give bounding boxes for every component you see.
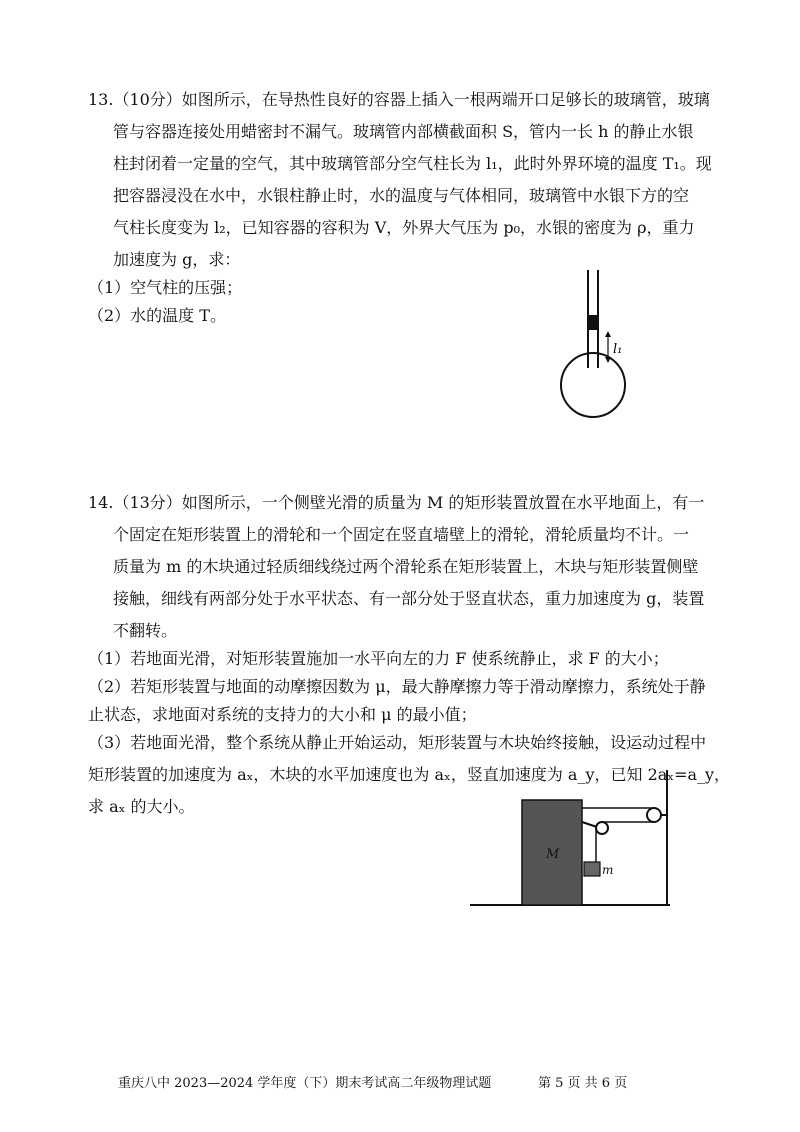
device-pulley xyxy=(596,822,608,834)
q14-sub-3-end: 求 aₓ 的大小。 xyxy=(88,797,195,816)
m-label: m xyxy=(602,863,614,877)
q14-line-2: 个固定在矩形装置上的滑轮和一个固定在竖直墙壁上的滑轮，滑轮质量均不计。一 xyxy=(113,525,690,544)
q14-sub-2: （2）若矩形装置与地面的动摩擦因数为 μ，最大静摩擦力等于滑动摩擦力，系统处于静 xyxy=(88,677,706,696)
q14-line-1: 14.（13分）如图所示，一个侧壁光滑的质量为 M 的矩形装置放置在水平地面上，有一 xyxy=(88,493,705,512)
footer-page-number: 第 5 页 共 6 页 xyxy=(538,1076,628,1091)
q14-figure xyxy=(470,770,680,915)
q13-figure xyxy=(550,265,640,425)
q14-line-4: 接触，细线有两部分处于水平状态、有一部分处于竖直状态，重力加速度为 g，装置 xyxy=(113,589,705,608)
q14-line-5: 不翻转。 xyxy=(113,621,178,640)
q13-line-1: 13.（10分）如图所示，在导热性良好的容器上插入一根两端开口足够长的玻璃管，玻璃 xyxy=(88,90,710,109)
q13-line-5: 气柱长度变为 l₂，已知容器的容积为 V，外界大气压为 p₀，水银的密度为 ρ，重力 xyxy=(113,218,695,237)
q14-line-3: 质量为 m 的木块通过轻质细线绕过两个滑轮系在矩形装置上，木块与矩形装置侧壁 xyxy=(113,557,699,576)
arrow-head-down xyxy=(605,357,611,363)
arrow-head-up xyxy=(605,331,611,337)
q13-line-3: 柱封闭着一定量的空气，其中玻璃管部分空气柱长为 l₁，此时外界环境的温度 T₁。现 xyxy=(113,154,712,173)
block-m xyxy=(584,862,600,876)
q14-sub-2-cont: 止状态，求地面对系统的支持力的大小和 μ 的最小值； xyxy=(88,705,477,724)
q13-sub-2: （2）水的温度 T。 xyxy=(88,306,226,325)
l1-label: l₁ xyxy=(613,342,623,357)
wall-pulley xyxy=(647,808,661,822)
q14-sub-3: （3）若地面光滑，整个系统从静止开始运动，矩形装置与木块始终接触，设运动过程中 xyxy=(88,733,707,752)
q13-line-6: 加速度为 g，求： xyxy=(113,250,241,269)
q14-sub-3-cont: 矩形装置的加速度为 aₓ，木块的水平加速度也为 aₓ，竖直加速度为 a_y，已知 2aₓ=a_y， xyxy=(88,765,731,784)
footer-title: 重庆八中 2023—2024 学年度（下）期末考试高二年级物理试题 xyxy=(118,1076,492,1091)
mercury-column xyxy=(588,315,598,330)
q13-line-2: 管与容器连接处用蜡密封不漏气。玻璃管内部横截面积 S，管内一长 h 的静止水银 xyxy=(113,122,694,141)
q13-line-4: 把容器浸没在水中，水银柱静止时，水的温度与气体相同，玻璃管中水银下方的空 xyxy=(113,186,690,205)
q13-sub-1: （1）空气柱的压强； xyxy=(88,278,243,297)
M-label: M xyxy=(546,847,560,862)
q14-sub-1: （1）若地面光滑，对矩形装置施加一水平向左的力 F 使系统静止，求 F 的大小； xyxy=(88,649,669,668)
container-flask xyxy=(561,353,625,417)
